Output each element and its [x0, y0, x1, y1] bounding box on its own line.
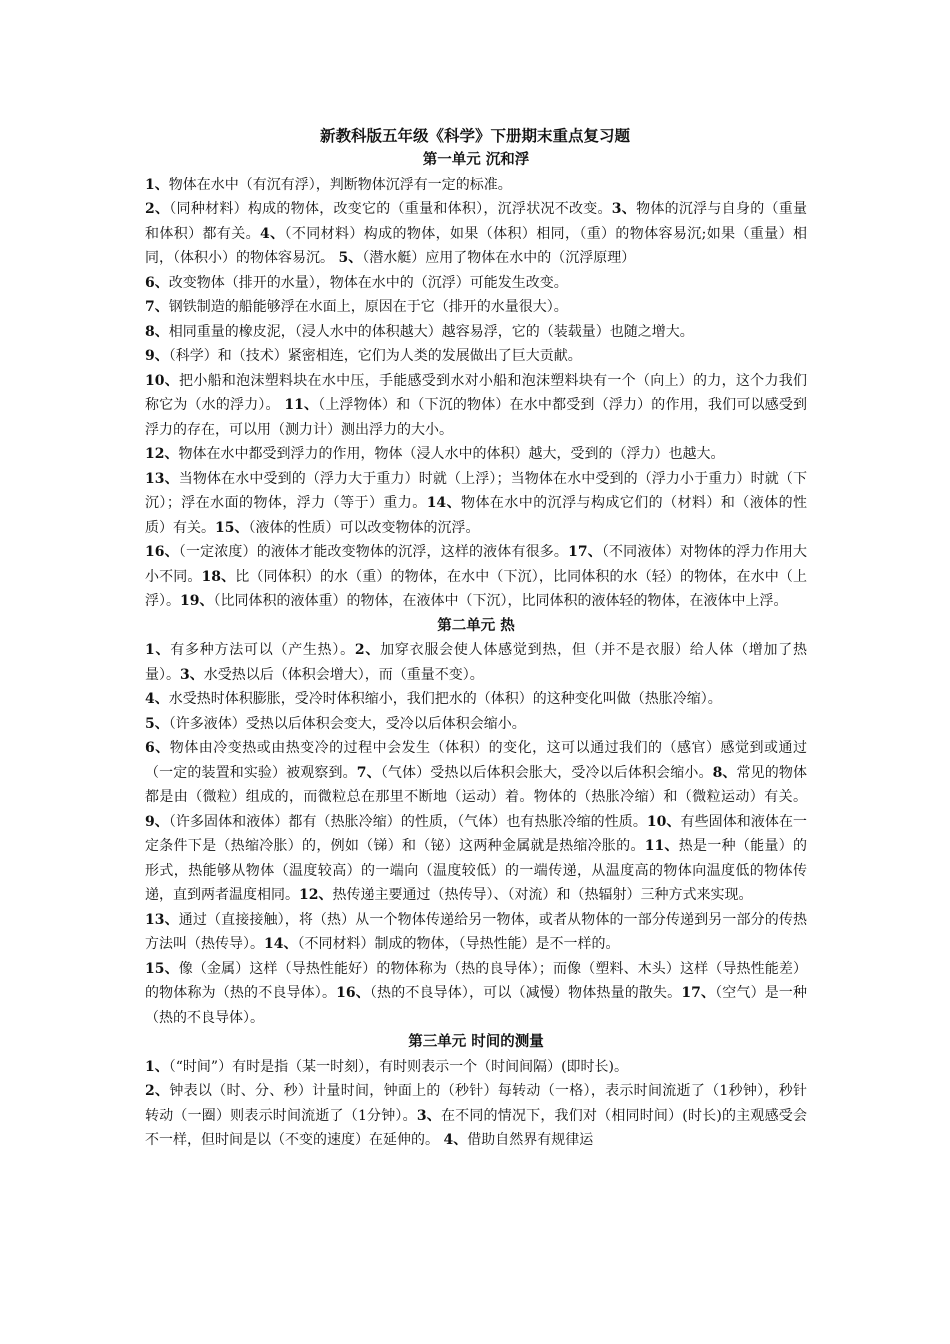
- item-number: 15、: [145, 960, 179, 977]
- item-number: 16、: [336, 985, 370, 1001]
- item-number: 7、: [356, 764, 381, 781]
- item-number: 2、: [145, 1083, 170, 1099]
- question-paragraph: [145, 687, 807, 712]
- item-text: 通过（直接接触），将（热）从一个物体传递给另一物体，或者从物体的一部分传递到另一部分的传热方法叫（热传导）。: [145, 911, 808, 952]
- unit-title: 第三单元 时间的测量: [408, 1033, 544, 1050]
- question-paragraph: [145, 736, 807, 908]
- item-number: 2、: [354, 642, 381, 658]
- item-text: 有些固体和液体在一定条件下是（热缩冷胀）的，例如（锑）和（铋）这两种金属就是热缩冷胀的。: [145, 813, 808, 854]
- item-text: 物体由冷变热或由热变冷的过程中会发生（体积）的变化，这可以通过我们的（感官）感觉到或通过（一定的装置和实验）被观察到。: [145, 740, 807, 781]
- item-number: 13、: [145, 911, 179, 928]
- item-text: （同种材料）构成的物体，改变它的（重量和体积），沉浮状况不改变。: [169, 201, 612, 217]
- question-paragraph: [145, 540, 807, 614]
- item-text: 热传递主要通过（热传导）、（对流）和（热辐射）三种方式来实现。: [332, 887, 753, 903]
- item-number: 10、: [145, 372, 180, 389]
- item-text: 物体在水中的沉浮与构成它们的（材料）和（液体的性质）有关。: [145, 495, 808, 536]
- question-paragraph: [145, 197, 807, 271]
- question-paragraph: [145, 1079, 807, 1153]
- item-text: （不同材料）制成的物体，（导热性能）是不一样的。: [297, 936, 620, 952]
- item-text: （许多液体）受热以后体积会变大，受冷以后体积会缩小。: [168, 715, 526, 732]
- item-number: 3、: [180, 666, 204, 683]
- question-paragraph: [145, 638, 807, 687]
- item-number: 16、: [145, 544, 179, 560]
- question-paragraph: [145, 467, 807, 541]
- item-text: 水受热以后（体积会增大），而（重量不变）。: [203, 666, 484, 683]
- item-number: 5、: [338, 250, 363, 266]
- item-text: 钟表以（时、分、秒）计量时间，钟面上的（秒针）每转动（一格），表示时间流逝了（1秒钟），秒针转动（一圈）则表示时间流逝了（1分钟）。: [145, 1083, 807, 1124]
- question-paragraph: [145, 344, 807, 369]
- question-paragraph: [145, 369, 807, 443]
- item-number: 19、: [180, 593, 214, 609]
- item-text: （不同材料）构成的物体，如果（体积）相同，（重）的物体容易沉;如果（重量）相同，（体积小）的物体容易沉。: [145, 225, 808, 266]
- item-text: 相同重量的橡皮泥，（浸人水中的体积越大）越容易浮，它的（装载量）也随之增大。: [168, 323, 694, 340]
- item-number: 11、: [284, 397, 319, 413]
- question-paragraph: [145, 173, 807, 198]
- item-text: （液体的性质）可以改变物体的沉浮。: [248, 519, 480, 536]
- item-text: （科学）和（技术）紧密相连，它们为人类的发展做出了巨大贡献。: [168, 348, 582, 364]
- item-text: （空气）是一种（热的不良导体）。: [145, 985, 808, 1026]
- item-number: 11、: [644, 838, 679, 854]
- item-number: 3、: [611, 201, 637, 217]
- item-text: 常见的物体都是由（微粒）组成的，而微粒总在那里不断地（运动）着。物体的（热胀冷缩）和（微粒运动）有关。: [145, 764, 808, 805]
- item-number: 5、: [145, 715, 169, 732]
- item-number: 13、: [145, 470, 179, 487]
- unit-title: 第一单元 沉和浮: [422, 151, 530, 168]
- item-text: （一定浓度）的液体才能改变物体的沉浮，这样的液体有很多。: [178, 544, 569, 560]
- item-text: 借助自然界有规律运: [467, 1132, 594, 1148]
- item-text: 有多种方法可以（产生热）。: [170, 642, 355, 658]
- item-text: 水受热时体积膨胀，受冷时体积缩小，我们把水的（体积）的这种变化叫做（热胀冷缩）。: [168, 691, 722, 707]
- item-text: （潜水艇）应用了物体在水中的（沉浮原理）: [362, 250, 636, 266]
- item-text: 比（同体积）的水（重）的物体，在水中（下沉），比同体积的水（轻）的物体，在水中（上浮）。: [145, 568, 808, 609]
- item-text: （热的不良导体），可以（减慢）物体热量的散失。: [369, 985, 682, 1001]
- item-text: （不同液体）对物体的浮力作用大小不同。: [145, 544, 808, 585]
- item-number: 2、: [145, 201, 170, 217]
- item-number: 6、: [145, 740, 170, 756]
- item-text: 物体在水中（有沉有浮），判断物体沉浮有一定的标准。: [168, 176, 512, 193]
- question-paragraph: [145, 712, 807, 737]
- item-number: 14、: [264, 936, 298, 952]
- question-paragraph: [145, 442, 807, 467]
- item-text: 热是一种（能量）的形式，热能够从物体（温度较高）的一端向（温度较低）的一端传递，从温度高的物体向温度低的物体传递，直到两者温度相同。: [145, 838, 808, 903]
- item-number: 7、: [145, 299, 169, 315]
- item-text: 像（金属）这样（导热性能好）的物体称为（热的良导体）；而像（塑料、木头）这样（导热性能差）的物体称为（热的不良导体）。: [145, 960, 808, 1001]
- item-text: 钢铁制造的船能够浮在水面上，原因在于它（排开的水量很大）。: [168, 299, 568, 315]
- item-text: （比同体积的液体重）的物体，在液体中（下沉），比同体积的液体轻的物体，在液体中上浮。: [213, 593, 788, 609]
- item-number: 12、: [299, 887, 333, 903]
- unit-title: 第二单元 热: [437, 616, 515, 634]
- item-number: 9、: [145, 813, 169, 830]
- item-text: 改变物体（排开的水量），物体在水中的（沉浮）可能发生改变。: [168, 274, 568, 291]
- item-number: 9、: [145, 348, 169, 364]
- item-text: 把小船和泡沫塑料块在水中压，手能感受到水对小船和泡沫塑料块有一个（向上）的力，这个力我们称它为（水的浮力）。: [145, 372, 808, 413]
- item-number: 4、: [443, 1132, 468, 1148]
- item-number: 8、: [145, 323, 169, 340]
- item-number: 17、: [681, 985, 716, 1001]
- item-number: 6、: [145, 274, 169, 291]
- item-text: （上浮物体）和（下沉的物体）在水中都受到（浮力）的作用，我们可以感受到浮力的存在，可以用（测力计）测出浮力的大小。: [145, 397, 808, 438]
- item-text: 在不同的情况下，我们对（相同时间）(时长)的主观感受会不一样，但时间是以（不变的速度）在延伸的。: [145, 1107, 807, 1148]
- item-number: 17、: [568, 544, 602, 560]
- item-text: （气体）受热以后体积会胀大，受冷以后体积会缩小。: [380, 764, 713, 781]
- item-number: 8、: [712, 764, 737, 781]
- item-number: 1、: [145, 176, 169, 193]
- question-paragraph: [145, 271, 807, 296]
- item-number: 10、: [646, 813, 681, 830]
- document-title: 新教科版五年级《科学》下册期末重点复习题: [319, 126, 630, 145]
- item-text: （“时间”）有时是指（某一时刻），有时则表示一个（时间间隔）(即时长)。: [168, 1058, 628, 1075]
- item-number: 1、: [145, 642, 171, 658]
- document-body: [145, 148, 807, 1153]
- item-number: 3、: [416, 1107, 441, 1124]
- question-paragraph: [145, 1055, 807, 1080]
- item-number: 1、: [145, 1058, 169, 1075]
- item-number: 4、: [145, 691, 169, 707]
- item-number: 4、: [259, 225, 285, 242]
- item-number: 18、: [201, 568, 236, 585]
- item-number: 15、: [215, 519, 249, 536]
- item-text: 加穿衣服会使人体感觉到热，但（并不是衣服）给人体（增加了热量）。: [145, 642, 807, 683]
- question-paragraph: [145, 320, 807, 345]
- question-paragraph: [145, 295, 807, 320]
- item-number: 14、: [426, 495, 462, 511]
- question-paragraph: [145, 957, 807, 1031]
- item-text: 物体在水中都受到浮力的作用，物体（浸人水中的体积）越大，受到的（浮力）也越大。: [178, 446, 725, 462]
- item-text: 当物体在水中受到的（浮力大于重力）时就（上浮）；当物体在水中受到的（浮力小于重力）时就（下沉）；浮在水面的物体，浮力（等于）重力。: [145, 470, 808, 511]
- question-paragraph: [145, 908, 807, 957]
- item-text: （许多固体和液体）都有（热胀冷缩）的性质，（气体）也有热胀冷缩的性质。: [168, 813, 647, 830]
- item-text: 物体的沉浮与自身的（重量和体积）都有关。: [145, 201, 808, 242]
- item-number: 12、: [145, 446, 179, 462]
